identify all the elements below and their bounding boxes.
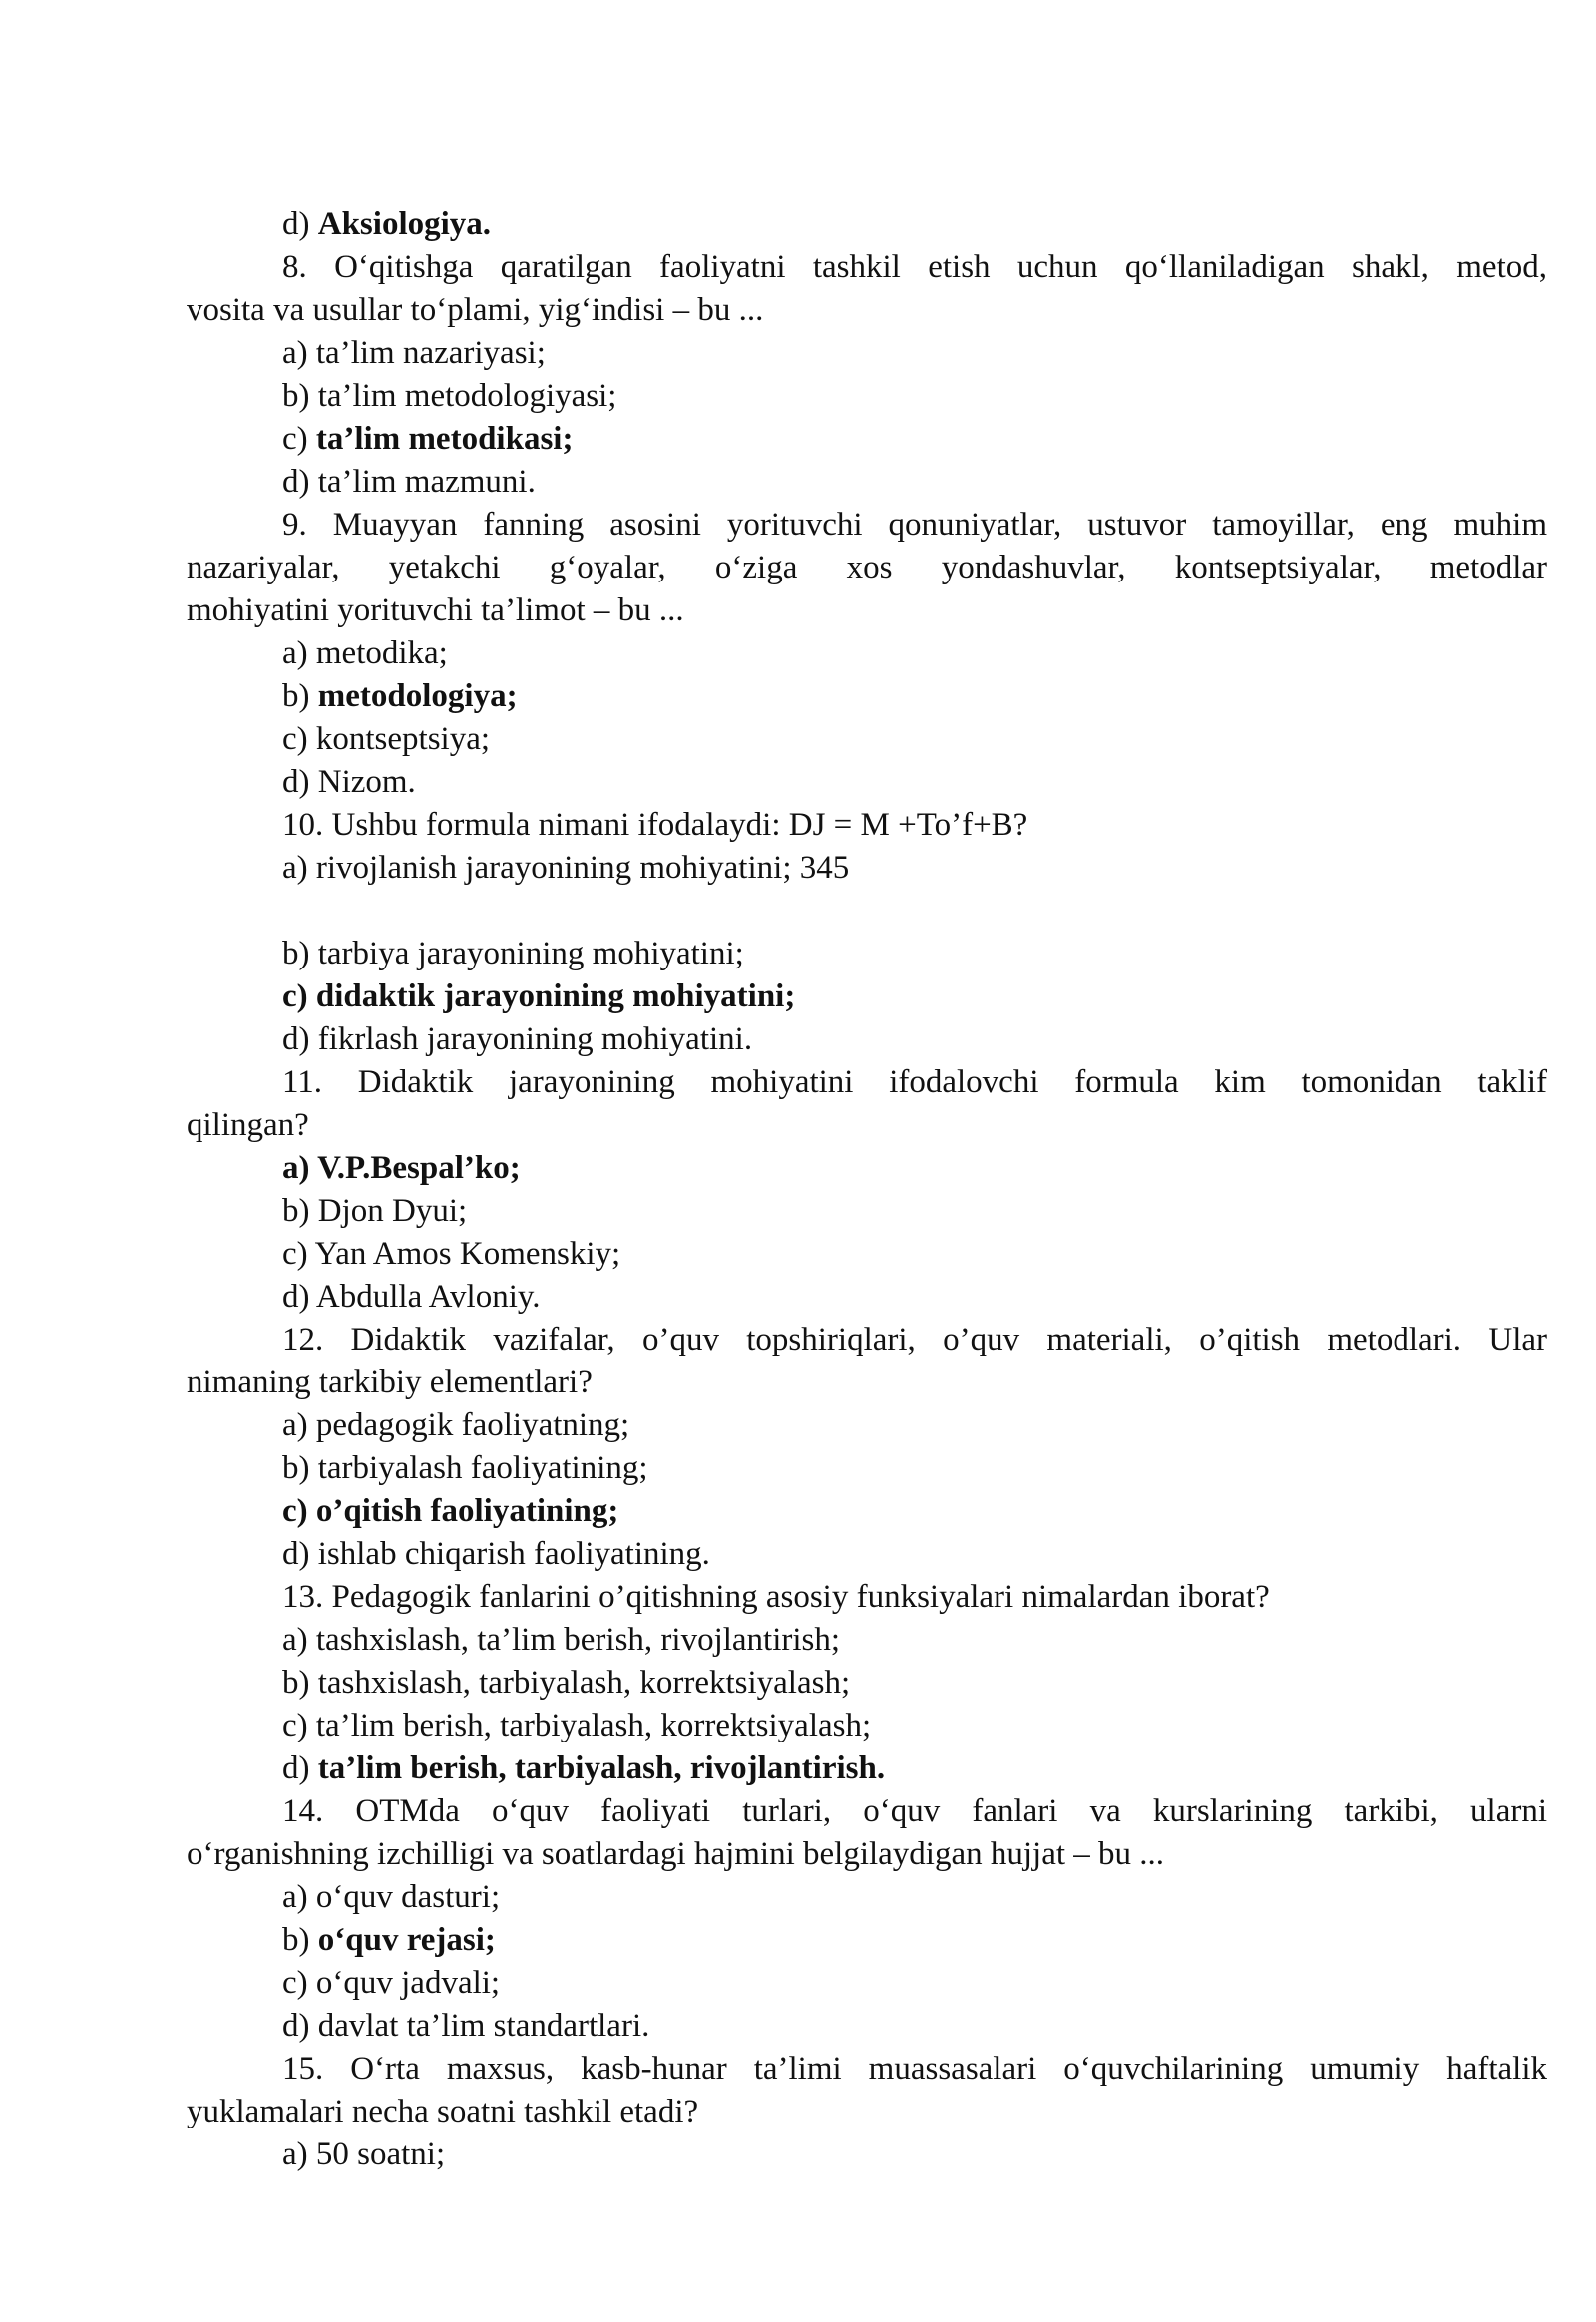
answer-d-q11: d) Abdulla Avloniy. — [282, 1279, 541, 1315]
answer-label: d) — [282, 1750, 318, 1786]
question-9-text: 9. Muayyan fanning asosini yorituvchi qonuniyatlar, ustuvor tamoyillar, eng muhim — [282, 507, 1547, 543]
answer-c-q8 — [187, 418, 1547, 461]
question-9-text-cont: nazariyalar, yetakchi g‘oyalar, o‘ziga xos yondashuvlar, kontseptsiyalar, metodlar — [187, 550, 1547, 585]
document-page — [187, 203, 1547, 2176]
answer-b-q9 — [187, 675, 1547, 718]
answer-b-q8: b) ta’lim metodologiyasi; — [282, 378, 617, 414]
answer-a-q11-correct: a) V.P.Bespal’ko; — [282, 1150, 521, 1186]
question-8-text: 8. O‘qitishga qaratilgan faoliyatni tashkil etish uchun qo‘llaniladigan shakl, metod, — [282, 249, 1547, 285]
answer-a-q8: a) ta’lim nazariyasi; — [282, 335, 546, 371]
answer-d-q9: d) Nizom. — [282, 764, 416, 800]
answer-label: d) — [282, 206, 318, 242]
correct-answer: o‘quv rejasi; — [317, 1922, 496, 1958]
question-11-text-cont: qilingan? — [187, 1107, 309, 1143]
answer-b-q11: b) Djon Dyui; — [282, 1193, 468, 1229]
answer-b-q13: b) tashxislash, tarbiyalash, korrektsiyalash; — [282, 1665, 851, 1701]
question-8-text-cont: vosita va usullar to‘plami, yig‘indisi – bu ... — [187, 292, 764, 328]
question-15-text-cont: yuklamalari necha soatni tashkil etadi? — [187, 2094, 699, 2129]
question-9-text-end: mohiyatini yorituvchi ta’limot – bu ... — [187, 592, 684, 628]
answer-d-q13 — [187, 1747, 1547, 1790]
answer-label: b) — [282, 678, 318, 714]
answer-a-q10: a) rivojlanish jarayonining mohiyatini; 345 — [282, 850, 850, 886]
answer-d-q7 — [187, 203, 1547, 246]
answer-c-q14: c) o‘quv jadvali; — [282, 1965, 501, 2001]
question-14-text: 14. OTMda o‘quv faoliyati turlari, o‘quv fanlari va kurslarining tarkibi, ularni — [282, 1793, 1547, 1829]
correct-answer: ta’lim berish, tarbiyalash, rivojlantirish. — [317, 1750, 886, 1786]
answer-c-q12-correct: c) o’qitish faoliyatining; — [282, 1493, 619, 1529]
question-12-text-cont: nimaning tarkibiy elementlari? — [187, 1364, 593, 1400]
answer-d-q14: d) davlat ta’lim standartlari. — [282, 2008, 650, 2044]
answer-c-q13: c) ta’lim berish, tarbiyalash, korrektsiyalash; — [282, 1708, 872, 1743]
correct-answer: ta’lim metodikasi; — [315, 421, 574, 457]
question-13-text: 13. Pedagogik fanlarini o’qitishning asosiy funksiyalari nimalardan iborat? — [282, 1579, 1270, 1615]
answer-a-q12: a) pedagogik faoliyatning; — [282, 1407, 630, 1443]
answer-d-q12: d) ishlab chiqarish faoliyatining. — [282, 1536, 710, 1572]
question-12-text: 12. Didaktik vazifalar, o’quv topshiriqlari, o’quv materiali, o’qitish metodlari. Ular — [282, 1322, 1547, 1357]
correct-answer: metodologiya; — [317, 678, 518, 714]
correct-answer: Aksiologiya. — [317, 206, 492, 242]
answer-label: b) — [282, 1922, 318, 1958]
question-15-text: 15. O‘rta maxsus, kasb-hunar ta’limi muassasalari o‘quvchilarining umumiy haftalik — [282, 2051, 1547, 2087]
answer-d-q8: d) ta’lim mazmuni. — [282, 464, 536, 500]
question-11-text: 11. Didaktik jarayonining mohiyatini ifodalovchi formula kim tomonidan taklif — [282, 1064, 1547, 1100]
question-10-text: 10. Ushbu formula nimani ifodalaydi: DJ = M +To’f+B? — [282, 807, 1028, 843]
answer-b-q12: b) tarbiyalash faoliyatining; — [282, 1450, 648, 1486]
answer-c-q11: c) Yan Amos Komenskiy; — [282, 1236, 621, 1272]
answer-b-q14 — [187, 1919, 1547, 1962]
answer-a-q13: a) tashxislash, ta’lim berish, rivojlantirish; — [282, 1622, 841, 1658]
answer-label: c) — [282, 421, 316, 457]
answer-a-q14: a) o‘quv dasturi; — [282, 1879, 501, 1915]
answer-c-q10-correct: c) didaktik jarayonining mohiyatini; — [282, 978, 796, 1014]
answer-c-q9: c) kontseptsiya; — [282, 721, 491, 757]
answer-d-q10: d) fikrlash jarayonining mohiyatini. — [282, 1021, 753, 1057]
blank-line — [187, 890, 1547, 933]
answer-b-q10: b) tarbiya jarayonining mohiyatini; — [282, 936, 744, 971]
question-14-text-cont: o‘rganishning izchilligi va soatlardagi hajmini belgilaydigan hujjat – bu ... — [187, 1836, 1165, 1872]
answer-a-q15: a) 50 soatni; — [282, 2136, 446, 2172]
answer-a-q9: a) metodika; — [282, 635, 448, 671]
